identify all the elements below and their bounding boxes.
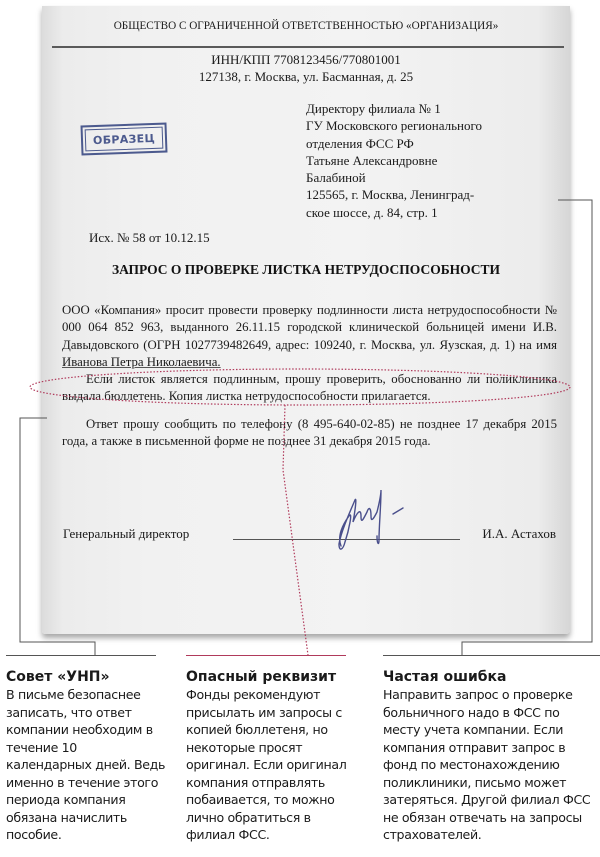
- addressee-block: [306, 100, 482, 221]
- annotation-common-mistake: [383, 668, 598, 844]
- annotation-text: Фонды рекомендуют присылать им запросы с копией бюллетеня, но некоторые просят оригинал. Если оригинал компания отправлять побаивается, то можно лично обратиться в филиал ФСС.: [186, 687, 347, 842]
- sender-address: 127138, г. Москва, ул. Басманная, д. 25: [198, 69, 414, 84]
- addressee-line: ское шоссе, д. 84, стр. 1: [306, 204, 438, 220]
- addressee-line: отделения ФСС РФ: [306, 135, 414, 151]
- addressee-line: 125565, г. Москва, Ленинград-: [306, 187, 475, 203]
- handwritten-signature: [327, 486, 407, 561]
- divider-middle: [186, 655, 346, 656]
- addressee-line: Татьяне Александровне: [306, 152, 438, 168]
- letter-title: ЗАПРОС О ПРОВЕРКЕ ЛИСТКА НЕТРУДОСПОСОБНОСТИ: [111, 262, 501, 277]
- addressee-line: Балабиной: [306, 170, 366, 186]
- organization-name: ОБЩЕСТВО С ОГРАНИЧЕННОЙ ОТВЕТСТВЕННОСТЬЮ «ОРГАНИЗАЦИЯ»: [113, 20, 499, 32]
- outgoing-reference: Исх. № 58 от 10.12.15: [89, 230, 210, 245]
- paragraph-response-deadline: Ответ прошу сообщить по телефону (8 495-640-02-85) не позднее 17 декабря 2015 года, а также в письменной форме не позднее 31 декабря 2015 года.: [62, 417, 557, 449]
- stamp-text: ОБРАЗЕЦ: [85, 127, 164, 152]
- inn-kpp: ИНН/КПП 7708123456/770801001: [211, 52, 401, 67]
- paragraph-request-text: ООО «Компания» просит провести проверку подлинности листа нетрудоспособности № 000 064 852 963, выданного 26.11.15 городской клинической больницей имени И.В. Давыдовского (ОГРН 1027739482649, адрес: 109240, г. Москва, ул. Яузская, д. 1) на имя: [62, 303, 557, 352]
- addressee-line: ГУ Московского регионального: [306, 118, 482, 134]
- divider-left: [6, 655, 156, 656]
- signer-title: Генеральный директор: [63, 526, 190, 541]
- sample-stamp: [81, 123, 168, 156]
- header-rule: [52, 46, 564, 48]
- annotation-text: Направить запрос о проверке больничного надо в ФСС по месту учета компании. Если компания отправит запрос в фонд по местонахождению поликлиники, письмо может затеряться. Другой филиал ФСС не обязан отвечать на запросы страхователей.: [383, 687, 591, 842]
- annotation-title: Совет «УНП»: [6, 669, 110, 685]
- addressee-line: Директору филиала № 1: [306, 101, 441, 116]
- annotation-title: Опасный реквизит: [186, 669, 337, 685]
- paragraph-verification: Если листок является подлинным, прошу проверить, обоснованно ли поликлиника выдала бюллетень. Копия листка нетрудоспособности прилагается.: [62, 372, 557, 404]
- annotation-dangerous-requisite: [186, 668, 351, 844]
- signer-name: И.А. Астахов: [482, 526, 556, 541]
- annotation-tip: [6, 668, 166, 844]
- letter-paper: [42, 6, 570, 634]
- annotation-title: Частая ошибка: [383, 669, 507, 685]
- patient-name: Иванова Петра Николаевича.: [62, 354, 221, 369]
- annotation-text: В письме безопаснее записать, что ответ компании необходим в течение 10 календарных дней. Ведь именно в течение этого периода компания обязана начислить пособие.: [6, 687, 166, 842]
- paragraph-request: [62, 302, 557, 371]
- divider-right: [383, 655, 600, 656]
- sender-details: [42, 51, 570, 85]
